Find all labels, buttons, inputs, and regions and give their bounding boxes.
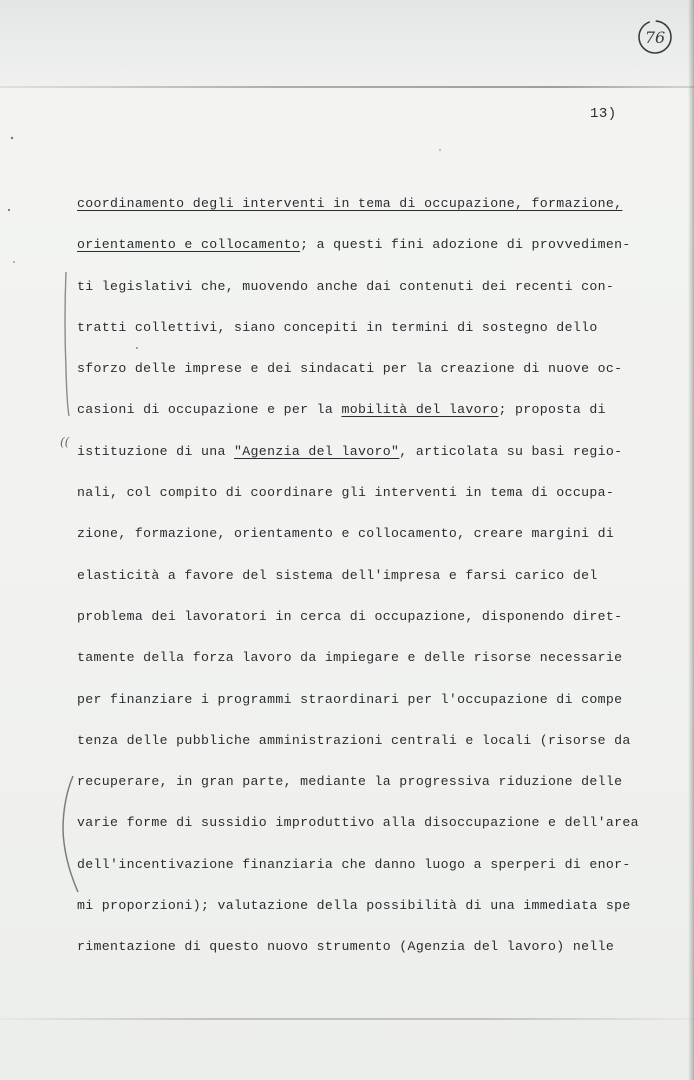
underlined-text-segment: coordinamento degli interventi in tema di occupazione, formazione, [77,196,623,211]
text-segment: mi proporzioni); valutazione della possibilità di una immediata spe [77,898,631,914]
text-segment: recuperare, in gran parte, mediante la progressiva riduzione delle [77,774,623,790]
text-segment: , articolata su basi regio- [399,443,623,459]
text-segment: dell'incentivazione finanziaria che danno luogo a sperperi di enor- [77,856,631,872]
scan-dot [11,137,13,139]
top-fold-line [0,86,694,88]
text-line [77,389,637,430]
margin-note-text: (( [60,435,70,449]
text-segment: tenza delle pubbliche amministrazioni centrali e locali (risorse da [77,732,631,748]
text-line [77,679,637,720]
text-segment: istituzione di una [77,443,235,459]
underlined-text-segment: "Agenzia del lavoro" [234,443,400,459]
text-line [77,802,637,843]
scan-dot [13,261,15,263]
text-segment: rimentazione di questo nuovo strumento (Agenzia del lavoro) nelle [77,939,615,955]
text-line [77,926,637,967]
text-line [77,183,637,224]
text-segment: ; a questi fini adozione di provvedimen- [300,237,631,253]
bottom-fold-line [0,1018,694,1020]
text-line [77,431,637,472]
text-line [77,596,637,637]
text-line [77,472,637,513]
margin-bracket-upper [65,272,69,416]
text-line [77,348,637,389]
text-line [77,844,637,885]
typewritten-body-text [77,183,637,968]
text-line [77,224,637,265]
underlined-text-segment: mobilità del lavoro [341,402,499,418]
underlined-text-segment: orientamento e collocamento [77,237,301,253]
scan-dot [439,149,441,151]
margin-bracket-lower [63,776,78,892]
text-segment: ; proposta di [498,402,606,418]
text-segment: elasticità a favore del sistema dell'impresa e farsi carico del [77,567,598,583]
text-line [77,720,637,761]
text-segment: nali, col compito di coordinare gli interventi in tema di occupa- [77,485,615,501]
text-segment: problema dei lavoratori in cerca di occupazione, disponendo diret- [77,608,623,624]
text-segment: sforzo delle imprese e dei sindacati per la creazione di nuove oc- [77,361,623,377]
text-segment: per finanziare i programmi straordinari per l'occupazione di compe [77,691,623,707]
text-segment: zione, formazione, orientamento e collocamento, creare margini di [77,526,615,542]
scan-dot [8,209,10,211]
stamp-number-text: 76 [644,28,666,47]
page-right-edge-shadow [688,0,694,1080]
text-line [77,885,637,926]
scan-top-band [0,0,694,86]
handwritten-circled-number-stamp [636,18,674,56]
text-segment: ti legislativi che, muovendo anche dai contenuti dei recenti con- [77,278,615,294]
text-line [77,637,637,678]
text-line [77,307,637,348]
text-line [77,513,637,554]
text-segment: tamente della forza lavoro da impiegare e delle risorse necessarie [77,650,623,666]
page-number: 13) [590,106,617,122]
text-segment: tratti collettivi, siano concepiti in termini di sostegno dello [77,319,598,335]
text-segment: casioni di occupazione e per la [77,402,342,418]
text-line [77,555,637,596]
text-segment: varie forme di sussidio improduttivo alla disoccupazione e dell'area [77,815,639,831]
text-line [77,266,637,307]
text-line [77,761,637,802]
